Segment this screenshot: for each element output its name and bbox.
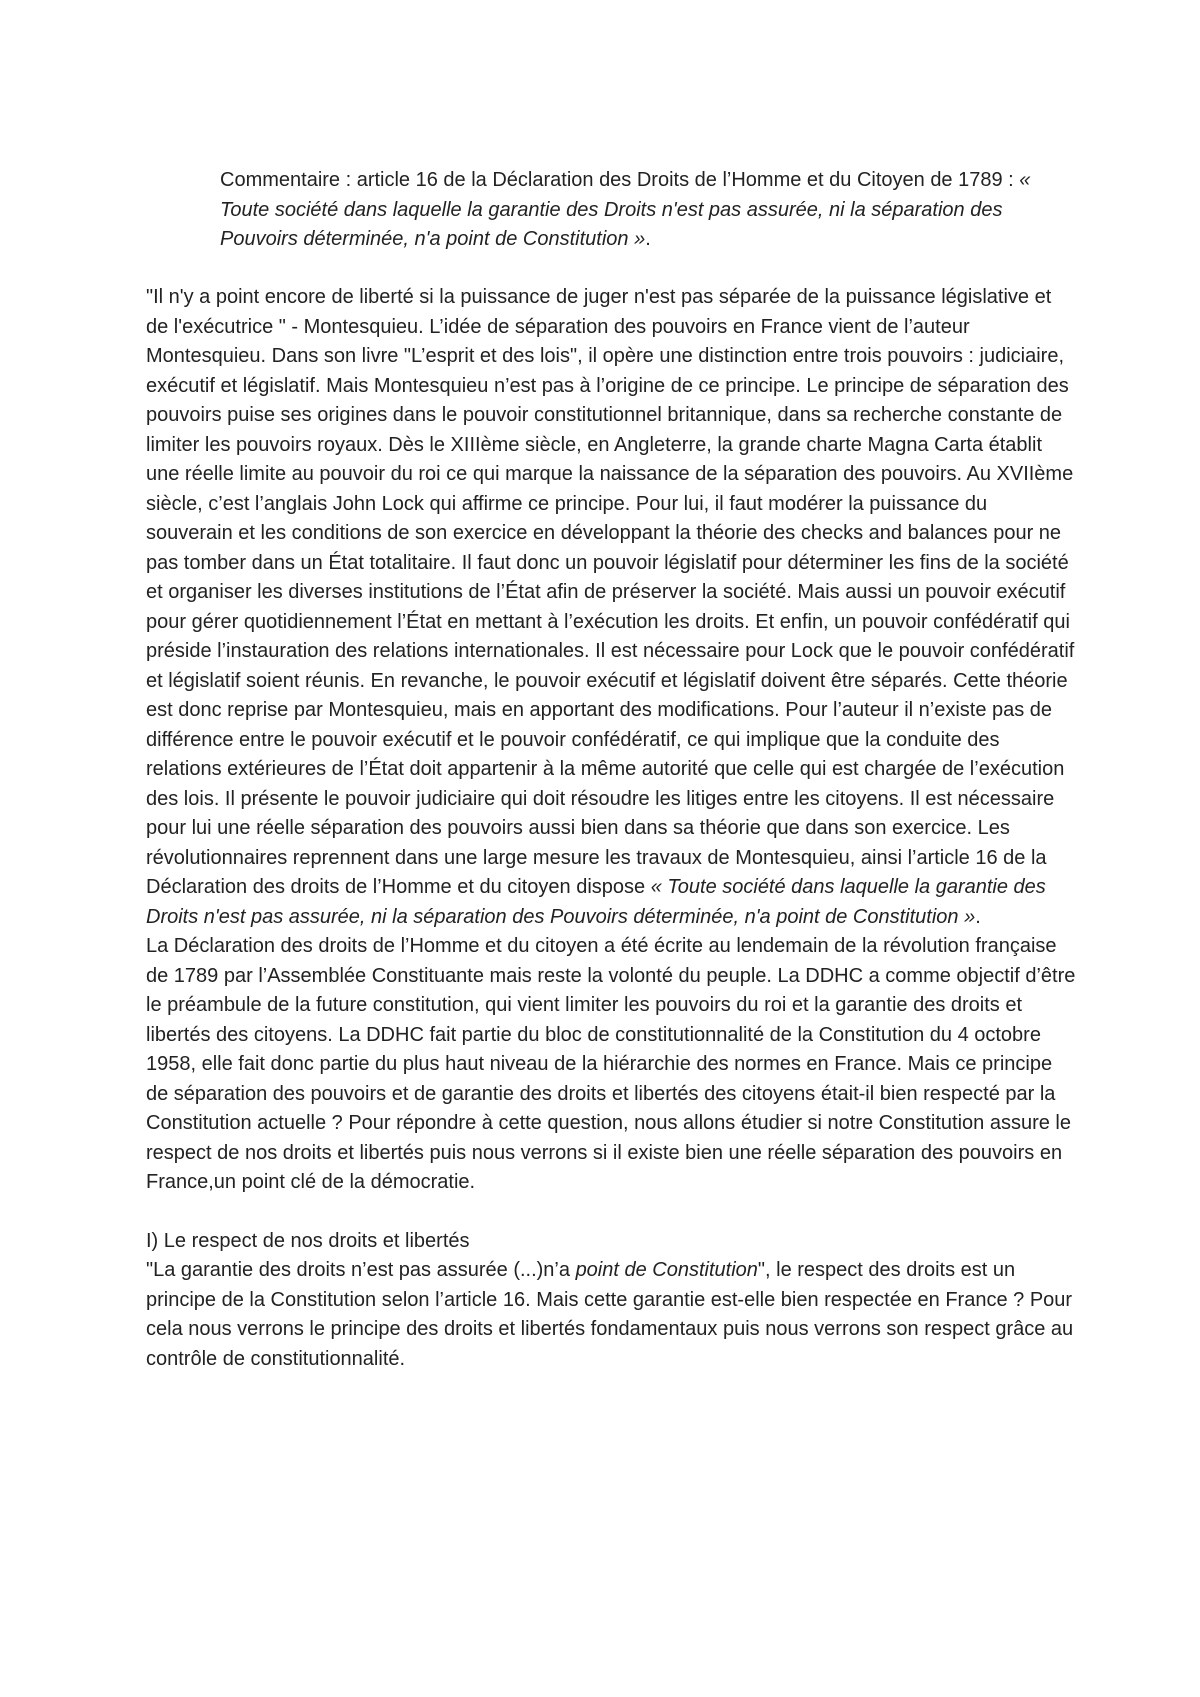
intro-paragraph-2: La Déclaration des droits de l’Homme et du citoyen a été écrite au lendemain de la révolution française de 1789 par l’Assemblée Constituante mais reste la volonté du peuple. La DDHC a comme objectif d’être le préambule de la future constitution, qui vient limiter les pouvoirs du roi et la garantie des droits et libertés des citoyens. La DDHC fait partie du bloc de constitutionnalité de la Constitution du 4 octobre 1958, elle fait donc partie du plus haut niveau de la hiérarchie des normes en France. Mais ce principe de séparation des pouvoirs et de garantie des droits et libertés des citoyens était-il bien respecté par la Constitution actuelle ? Pour répondre à cette question, nous allons étudier si notre Constitution assure le respect de nos droits et libertés puis nous verrons si il existe bien une réelle séparation des pouvoirs en France,un point clé de la démocratie. bbox=[146, 935, 1076, 1193]
section-1-text-start: "La garantie des droits n’est pas assurée (...)n’a bbox=[146, 1259, 576, 1281]
title-quote: « Toute société dans laquelle la garantie des Droits n'est pas assurée, ni la séparation des Pouvoirs déterminée, n'a point de Constitution » bbox=[220, 169, 1031, 250]
document-body bbox=[146, 283, 1076, 1374]
intro-paragraph-1-quote: « Toute société dans laquelle la garantie des Droits n'est pas assurée, ni la séparation des Pouvoirs déterminée, n'a point de Constitution » bbox=[146, 876, 1046, 928]
document-title bbox=[220, 166, 1070, 255]
section-1-text-end: ", le respect des droits est un principe de la Constitution selon l’article 16. Mais cette garantie est-elle bien respectée en France ? Pour cela nous verrons le principe des droits et libertés fondamentaux puis nous verrons son respect grâce au contrôle de constitutionnalité. bbox=[146, 1259, 1074, 1370]
title-suffix: . bbox=[645, 228, 651, 250]
section-1-paragraph bbox=[146, 1256, 1076, 1374]
title-prefix: Commentaire : article 16 de la Déclaration des Droits de l’Homme et du Citoyen de 1789 : bbox=[220, 169, 1020, 191]
intro-paragraph-1-end: . bbox=[975, 905, 981, 928]
section-1-heading: I) Le respect de nos droits et libertés bbox=[146, 1229, 470, 1252]
intro-paragraph-1 bbox=[146, 283, 1076, 932]
intro-paragraph-1-text: "Il n'y a point encore de liberté si la puissance de juger n'est pas séparée de la puissance législative et de l'exécutrice " - Montesquieu. L’idée de séparation des pouvoirs en France vient de l’auteur Montesquieu. Dans son livre "L’esprit et des lois", il opère une distinction entre trois pouvoirs : judiciaire, exécutif et législatif. Mais Montesquieu n’est pas à l’origine de ce principe. Le principe de séparation des pouvoirs puise ses origines dans le pouvoir constitutionnel britannique, dans sa recherche constante de limiter les pouvoirs royaux. Dès le XIIIème siècle, en Angleterre, la grande charte Magna Carta établit une réelle limite au pouvoir du roi ce qui marque la naissance de la séparation des pouvoirs. Au XVIIème siècle, c’est l’anglais John Lock qui affirme ce principe. Pour lui, il faut modérer la puissance du souverain et les conditions de son exercice en développant la théorie des checks and balances pour ne pas tomber dans un État totalitaire. Il faut donc un pouvoir législatif pour déterminer les fins de la société et organiser les diverses institutions de l’État afin de préserver la société. Mais aussi un pouvoir exécutif pour gérer quotidiennement l’État en mettant à l’exécution les droits. Et enfin, un pouvoir confédératif qui préside l’instauration des relations internationales. Il est nécessaire pour Lock que le pouvoir confédératif et législatif soient réunis. En revanche, le pouvoir exécutif et législatif doivent être séparés. Cette théorie est donc reprise par Montesquieu, mais en apportant des modifications. Pour l’auteur il n’existe pas de différence entre le pouvoir exécutif et le pouvoir confédératif, ce qui implique que la conduite des relations extérieures de l’État doit appartenir à la même autorité que celle qui est chargée de l’exécution des lois. Il présente le pouvoir judiciaire qui doit résoudre les litiges entre les citoyens. Il est nécessaire pour lui une réelle séparation des pouvoirs aussi bien dans sa théorie que dans son exercice. Les révolutionnaires reprennent dans une large mesure les travaux de Montesquieu, ainsi l’article 16 de la Déclaration des droits de l’Homme et du citoyen dispose bbox=[146, 286, 1075, 898]
paragraph-spacer bbox=[146, 1198, 1076, 1227]
section-1-text-italic: point de Constitution bbox=[575, 1259, 758, 1281]
title-paragraph bbox=[220, 166, 1070, 255]
